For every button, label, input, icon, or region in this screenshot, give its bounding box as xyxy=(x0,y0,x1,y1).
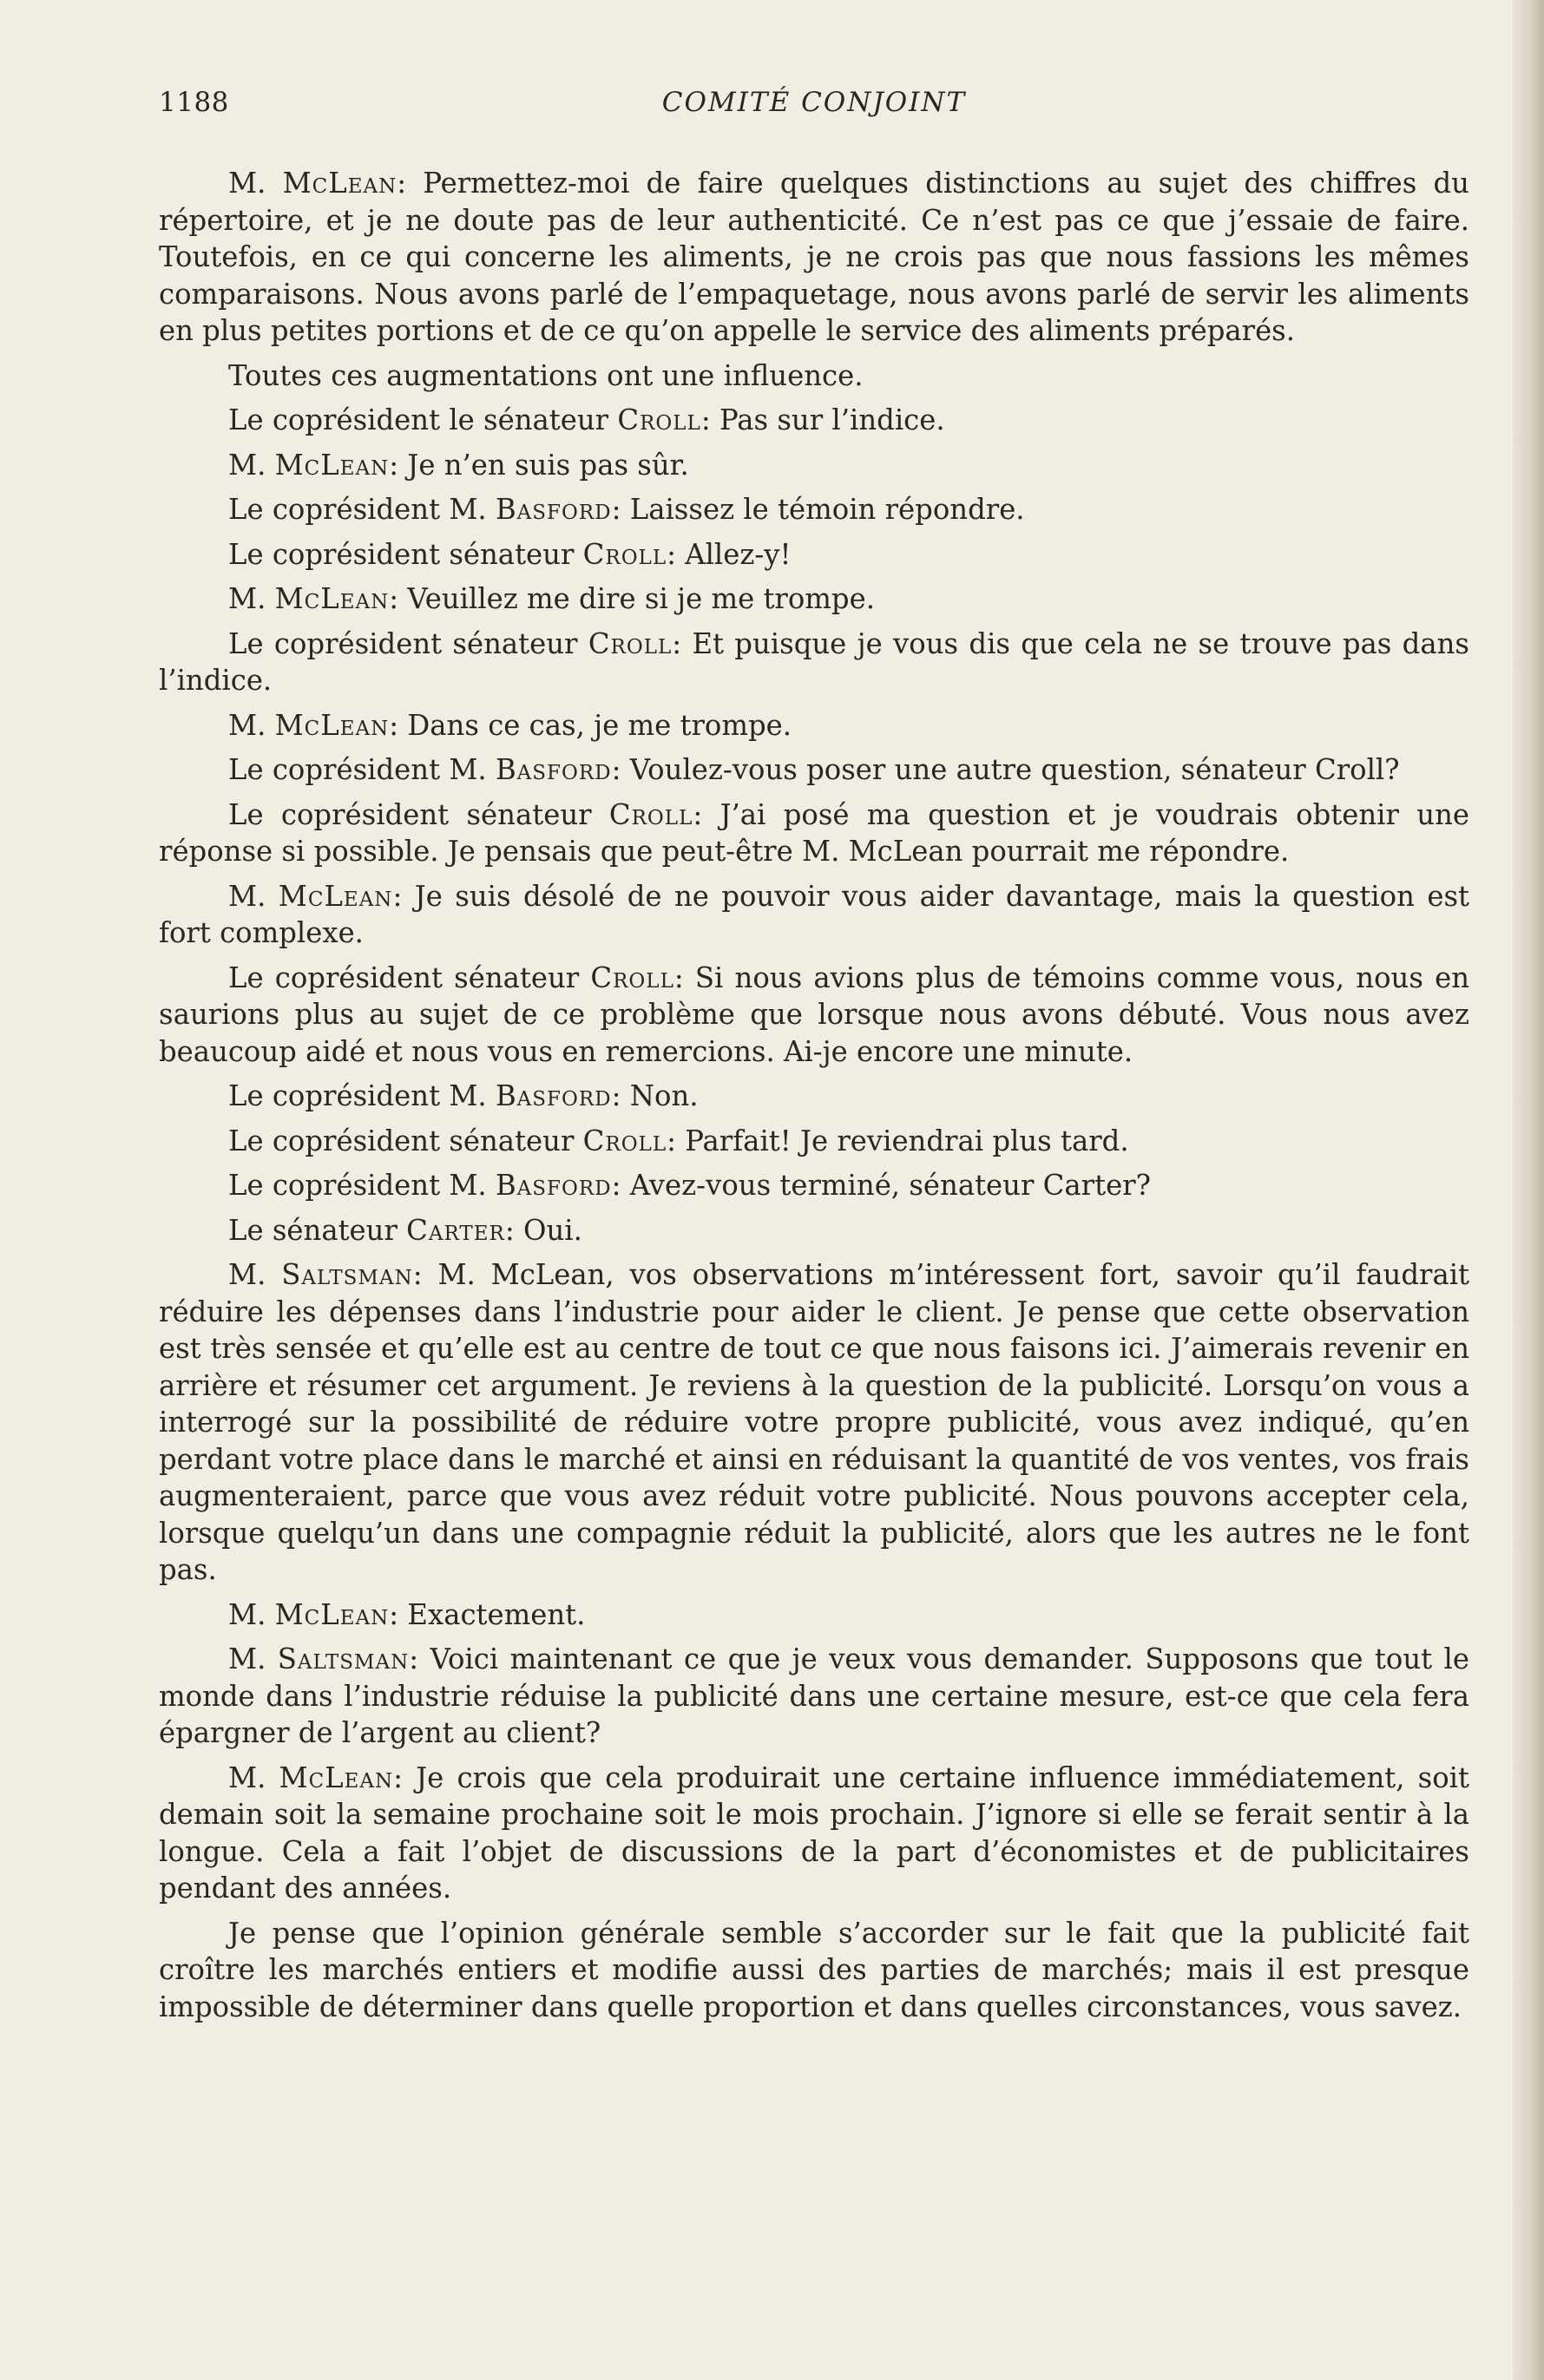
transcript-paragraph xyxy=(159,1760,1469,1907)
transcript-paragraph xyxy=(159,1597,1469,1634)
speaker-name: Croll xyxy=(608,797,693,831)
paragraph-lead: Le coprésident M. xyxy=(228,1169,496,1202)
paragraph-text: : M. McLean, vos observations m’intéressent fort, savoir qu’il faudrait réduire les dépenses dans l’industrie pour aider le client. Je pense que cette observation est très sensée et qu’elle est au centre de tout ce que nous faisons ici. J’aimerais revenir en arrière et résumer cet argument. Je reviens à la question de la publicité. Lorsqu’on vous a interrogé sur la possibilité de réduire votre propre publicité, vous avez indiqué, qu’en perdant votre place dans le marché et ainsi en réduisant la quantité de vos ventes, vos frais augmenteraient, parce que vous avez réduit votre publicité. Nous pouvons accepter cela, lorsque quelqu’un dans une compagnie réduit la publicité, alors que les autres ne le font pas. xyxy=(159,1258,1470,1586)
transcript-paragraph xyxy=(159,751,1469,789)
speaker-name: McLean xyxy=(274,582,390,615)
speaker-name: McLean xyxy=(278,879,393,913)
paragraph-text: : Laissez le témoin répondre. xyxy=(611,493,1025,526)
transcript-paragraph xyxy=(159,402,1469,439)
paragraph-text: : Oui. xyxy=(504,1213,582,1247)
speaker-name: Basford xyxy=(495,493,612,526)
paragraph-text: : Allez-y! xyxy=(667,537,792,571)
transcript-paragraph xyxy=(159,491,1469,528)
paragraph-lead: M. xyxy=(228,1642,278,1675)
paragraph-text: : Voici maintenant ce que je veux vous demander. Supposons que tout le monde dans l’industrie réduise la publicité dans une certaine mesure, est-ce que cela fera épargner de l’argent au client? xyxy=(159,1642,1469,1749)
transcript-paragraph xyxy=(159,1078,1469,1115)
paragraph-lead: Le coprésident sénateur xyxy=(228,537,583,571)
paragraph-text: : Je suis désolé de ne pouvoir vous aider davantage, mais la question est fort complexe. xyxy=(159,879,1469,949)
paragraph-text: : Parfait! Je reviendrai plus tard. xyxy=(667,1124,1129,1157)
speaker-name: Carter xyxy=(406,1213,505,1247)
paragraph-text: : Veuillez me dire si je me trompe. xyxy=(389,582,875,615)
paragraph-lead: M. xyxy=(228,167,283,200)
speaker-name: McLean xyxy=(274,708,390,742)
page-number: 1188 xyxy=(159,87,229,118)
transcript-paragraph xyxy=(159,536,1469,574)
paragraph-lead: M. xyxy=(228,1760,279,1794)
transcript-paragraph xyxy=(159,1212,1469,1249)
transcript-paragraph xyxy=(159,1123,1469,1160)
paragraph-text: : Pas sur l’indice. xyxy=(700,403,945,436)
speaker-name: McLean xyxy=(274,448,390,482)
paragraph-lead: Le coprésident sénateur xyxy=(228,961,591,994)
speaker-name: Croll xyxy=(588,626,673,660)
paragraph-text: : Je n’en suis pas sûr. xyxy=(389,448,689,482)
speaker-name: McLean xyxy=(274,1597,390,1631)
speaker-name: Croll xyxy=(582,1124,667,1157)
transcript-paragraph xyxy=(159,357,1469,395)
transcript-paragraph xyxy=(159,1915,1469,2026)
speaker-name: Basford xyxy=(495,1079,612,1112)
paragraph-lead: M. xyxy=(228,582,275,615)
paragraph-lead: M. xyxy=(228,448,275,482)
speaker-name: Saltsman xyxy=(281,1258,413,1291)
page-edge xyxy=(1513,0,1544,2380)
transcript-paragraph xyxy=(159,707,1469,744)
transcript-paragraph xyxy=(159,960,1469,1071)
paragraph-text: : Si nous avions plus de témoins comme vous, nous en saurions plus au sujet de ce problème que lorsque nous avons débuté. Vous nous avez beaucoup aidé et nous vous en remercions. Ai-je encore une minute. xyxy=(159,961,1470,1068)
transcript-paragraph xyxy=(159,1167,1469,1204)
transcript-paragraph xyxy=(159,580,1469,618)
paragraph-lead: Je pense que l’opinion générale semble s’accorder sur le fait que la publicité fait croître les marchés entiers et modifie aussi des parties de marchés; mais il est presque impossible de déterminer dans quelle proportion et dans quelles circonstances, vous savez. xyxy=(159,1916,1469,2023)
paragraph-lead: M. xyxy=(228,708,275,742)
speaker-name: Croll xyxy=(617,403,701,436)
paragraph-lead: Le coprésident M. xyxy=(228,493,496,526)
paragraph-text: : Je crois que cela produirait une certaine influence immédiatement, soit demain soit la semaine prochaine soit le mois prochain. J’ignore si elle se ferait sentir à la longue. Cela a fait l’objet de discussions de la part d’économistes et de publicitaires pendant des années. xyxy=(159,1760,1469,1905)
paragraph-lead: Le coprésident M. xyxy=(228,753,496,786)
transcript-paragraph xyxy=(159,1641,1469,1752)
paragraph-text: : Dans ce cas, je me trompe. xyxy=(389,708,792,742)
paragraph-text: : Permettez-moi de faire quelques distinctions au sujet des chiffres du répertoire, et je ne doute pas de leur authenticité. Ce n’est pas ce que j’essaie de faire. Toutefois, en ce qui concerne les aliments, je ne crois pas que nous fassions les mêmes comparaisons. Nous avons parlé de l’empaquetage, nous avons parlé de servir les aliments en plus petites portions et de ce qu’on appelle le service des aliments préparés. xyxy=(159,167,1469,347)
transcript-paragraph xyxy=(159,797,1469,870)
transcript-paragraph xyxy=(159,878,1469,952)
speaker-name: McLean xyxy=(279,1760,394,1794)
page-header xyxy=(159,87,1469,130)
paragraph-text: : Avez-vous terminé, sénateur Carter? xyxy=(611,1169,1151,1202)
speaker-name: McLean xyxy=(282,167,397,200)
paragraph-lead: M. xyxy=(228,1597,275,1631)
paragraph-text: : Et puisque je vous dis que cela ne se trouve pas dans l’indice. xyxy=(159,626,1469,697)
transcript-paragraph xyxy=(159,447,1469,484)
paragraph-text: : Non. xyxy=(611,1079,699,1112)
paragraph-lead: Le coprésident sénateur xyxy=(228,797,609,831)
paragraph-lead: M. xyxy=(228,1258,282,1291)
paragraph-lead: Toutes ces augmentations ont une influence. xyxy=(228,358,864,392)
paragraph-lead: Le sénateur xyxy=(228,1213,407,1247)
speaker-name: Basford xyxy=(495,1169,612,1202)
paragraph-lead: Le coprésident M. xyxy=(228,1079,496,1112)
speaker-name: Basford xyxy=(495,753,612,786)
paragraph-lead: M. xyxy=(228,879,279,913)
paragraph-text: : J’ai posé ma question et je voudrais obtenir une réponse si possible. Je pensais que peut-être M. McLean pourrait me répondre. xyxy=(159,797,1469,868)
running-title: COMITÉ CONJOINT xyxy=(661,87,967,118)
speaker-name: Saltsman xyxy=(277,1642,410,1675)
transcript-paragraph xyxy=(159,626,1469,699)
paragraph-lead: Le coprésident sénateur xyxy=(228,626,588,660)
transcript-paragraph xyxy=(159,1256,1469,1589)
speaker-name: Croll xyxy=(590,961,674,994)
paragraph-text: : Voulez-vous poser une autre question, sénateur Croll? xyxy=(611,753,1400,786)
paragraph-lead: Le coprésident le sénateur xyxy=(228,403,618,436)
paragraph-text: : Exactement. xyxy=(389,1597,586,1631)
transcript-paragraph xyxy=(159,165,1469,350)
speaker-name: Croll xyxy=(582,537,667,571)
transcript-body xyxy=(159,165,1469,2033)
paragraph-lead: Le coprésident sénateur xyxy=(228,1124,583,1157)
